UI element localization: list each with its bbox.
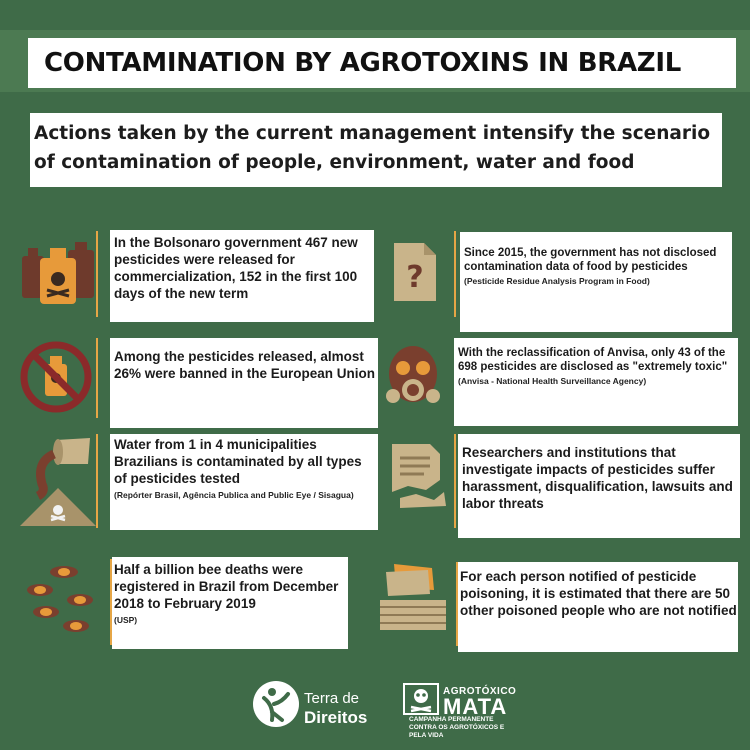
agrotoxico-mata-logo — [403, 683, 439, 715]
logo-main-text: MATA — [443, 694, 508, 719]
info-card-6 — [458, 434, 740, 538]
info-card-3 — [110, 338, 378, 428]
card-text: Water from 1 in 4 municipalities Brazilians is contaminated by all types of pesticides tested — [114, 437, 362, 486]
card-accent — [454, 434, 456, 528]
card-source: (Pesticide Residue Analysis Program in Food) — [464, 276, 650, 286]
title-box — [28, 38, 736, 88]
card-source: (Repórter Brasil, Agência Publica and Public Eye / Sisagua) — [114, 490, 354, 500]
svg-text:?: ? — [406, 260, 424, 295]
info-card-4 — [454, 338, 738, 426]
info-card-1 — [110, 230, 374, 322]
spilled-bucket-icon — [16, 434, 100, 528]
card-text: Among the pesticides released, almost 26% were banned in the European Union — [114, 349, 376, 381]
card-source: (Anvisa - National Health Surveillance Agency) — [458, 376, 647, 386]
info-card-8 — [458, 562, 738, 652]
question-document-icon — [390, 241, 440, 303]
terra-de-direitos-logo — [252, 680, 300, 728]
dead-bees-icon — [20, 560, 102, 640]
paper-stack-icon — [376, 560, 450, 636]
card-accent — [96, 338, 98, 418]
torn-document-icon — [386, 440, 448, 510]
info-card-7 — [112, 557, 348, 649]
card-accent — [96, 231, 98, 317]
card-text: For each person notified of pesticide poisoning, it is estimated that there are 50 other poisoned people who are not notified — [460, 569, 737, 618]
logo-small-text: AGROTÓXICO — [443, 686, 517, 697]
intro-box — [30, 113, 722, 187]
card-text: In the Bolsonaro government 467 new pesticides were released for commercialization, 152 in the first 100 days of the new term — [114, 235, 358, 301]
card-source: (USP) — [114, 615, 138, 625]
info-card-5 — [110, 434, 378, 530]
logo-text-line1: Terra de — [304, 690, 360, 707]
card-accent — [96, 434, 98, 528]
card-accent — [454, 231, 456, 317]
card-text: Half a billion bee deaths were registered in Brazil from December 2018 to February 2019 — [114, 562, 339, 611]
prohibited-bottle-icon — [19, 340, 93, 414]
pesticide-bottles-icon — [20, 236, 100, 308]
logo-subtitle: CAMPANHA PERMANENTE CONTRA OS AGROTÓXICOS E PELA VIDA — [409, 716, 505, 739]
card-text: Since 2015, the government has not disclosed contamination data of food by pesticides — [464, 247, 717, 273]
gas-mask-icon — [381, 344, 445, 410]
card-text: With the reclassification of Anvisa, only 43 of the 698 pesticides are disclosed as "extremely toxic" — [458, 347, 728, 373]
intro-text: Actions taken by the current management intensify the scenario of contamination of people, environment, water and food — [34, 123, 711, 173]
card-text: Researchers and institutions that investigate impacts of pesticides suffer harassment, disqualification, lawsuits and labor threats — [462, 445, 733, 511]
page-title: CONTAMINATION BY AGROTOXINS IN BRAZIL — [44, 48, 681, 78]
logo-text-line2: Direitos — [304, 708, 368, 727]
info-card-2 — [460, 232, 732, 332]
